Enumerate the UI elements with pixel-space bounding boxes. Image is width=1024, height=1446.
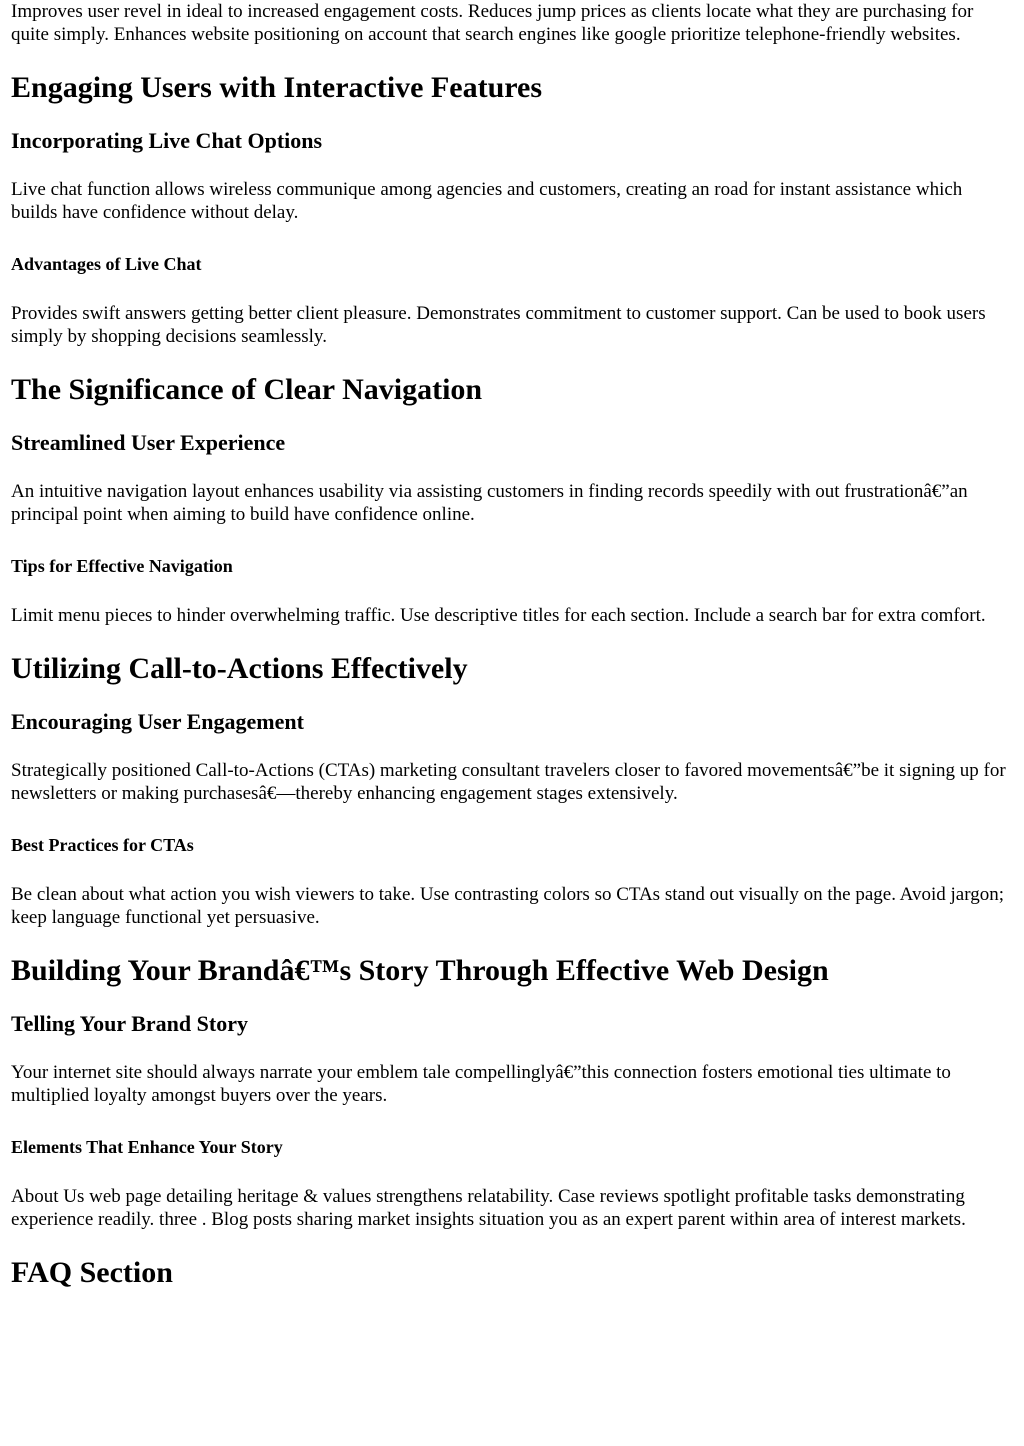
section-heading-faq: FAQ Section <box>11 1256 173 1289</box>
paragraph-user-engagement: Strategically positioned Call-to-Actions (CTAs) marketing consultant travelers closer to favored movementsâ€”be it signing up for newsletters or making purchasesâ€—thereby enhancing engagement stages extensively. <box>11 760 1006 804</box>
subheading-live-chat-options: Incorporating Live Chat Options <box>11 128 323 153</box>
paragraph-story-elements: About Us web page detailing heritage & values strengthens relatability. Case reviews spotlight profitable tasks demonstrating experience readily. three . Blog posts sharing market insights situation you as an expert parent within area of interest markets. <box>11 1186 966 1230</box>
section-heading-call-to-actions: Utilizing Call-to-Actions Effectively <box>11 652 468 685</box>
minor-heading-navigation-tips: Tips for Effective Navigation <box>11 556 233 576</box>
minor-heading-advantages-live-chat: Advantages of Live Chat <box>11 254 202 274</box>
subheading-telling-brand-story: Telling Your Brand Story <box>11 1011 248 1036</box>
paragraph-telling-brand-story: Your internet site should always narrate your emblem tale compellinglyâ€”this connection fosters emotional ties ultimate to multiplied loyalty amongst buyers over the years. <box>11 1062 951 1106</box>
intro-paragraph: Improves user revel in ideal to increased engagement costs. Reduces jump prices as clients locate what they are purchasing for quite simply. Enhances website positioning on account that search engines like google prioritize telephone-friendly websites. <box>11 1 974 45</box>
minor-heading-story-elements: Elements That Enhance Your Story <box>11 1137 283 1157</box>
minor-heading-cta-best-practices: Best Practices for CTAs <box>11 835 194 855</box>
paragraph-navigation-tips: Limit menu pieces to hinder overwhelming traffic. Use descriptive titles for each section. Include a search bar for extra comfort. <box>11 605 986 626</box>
subheading-streamlined-ux: Streamlined User Experience <box>11 430 286 455</box>
subheading-user-engagement: Encouraging User Engagement <box>11 709 304 734</box>
paragraph-cta-best-practices: Be clean about what action you wish viewers to take. Use contrasting colors so CTAs stand out visually on the page. Avoid jargon; keep language functional yet persuasive. <box>11 884 1004 928</box>
section-heading-interactive-features: Engaging Users with Interactive Features <box>11 71 543 104</box>
section-heading-brand-story: Building Your Brandâ€™s Story Through Effective Web Design <box>11 954 829 987</box>
paragraph-advantages-live-chat: Provides swift answers getting better client pleasure. Demonstrates commitment to customer support. Can be used to book users simply by shopping decisions seamlessly. <box>11 303 986 347</box>
paragraph-live-chat: Live chat function allows wireless communique among agencies and customers, creating an road for instant assistance which builds have confidence without delay. <box>11 179 963 223</box>
paragraph-streamlined-ux: An intuitive navigation layout enhances usability via assisting customers in finding records speedily with out frustrationâ€”an principal point when aiming to build have confidence online. <box>11 481 968 525</box>
section-heading-clear-navigation: The Significance of Clear Navigation <box>11 373 483 406</box>
